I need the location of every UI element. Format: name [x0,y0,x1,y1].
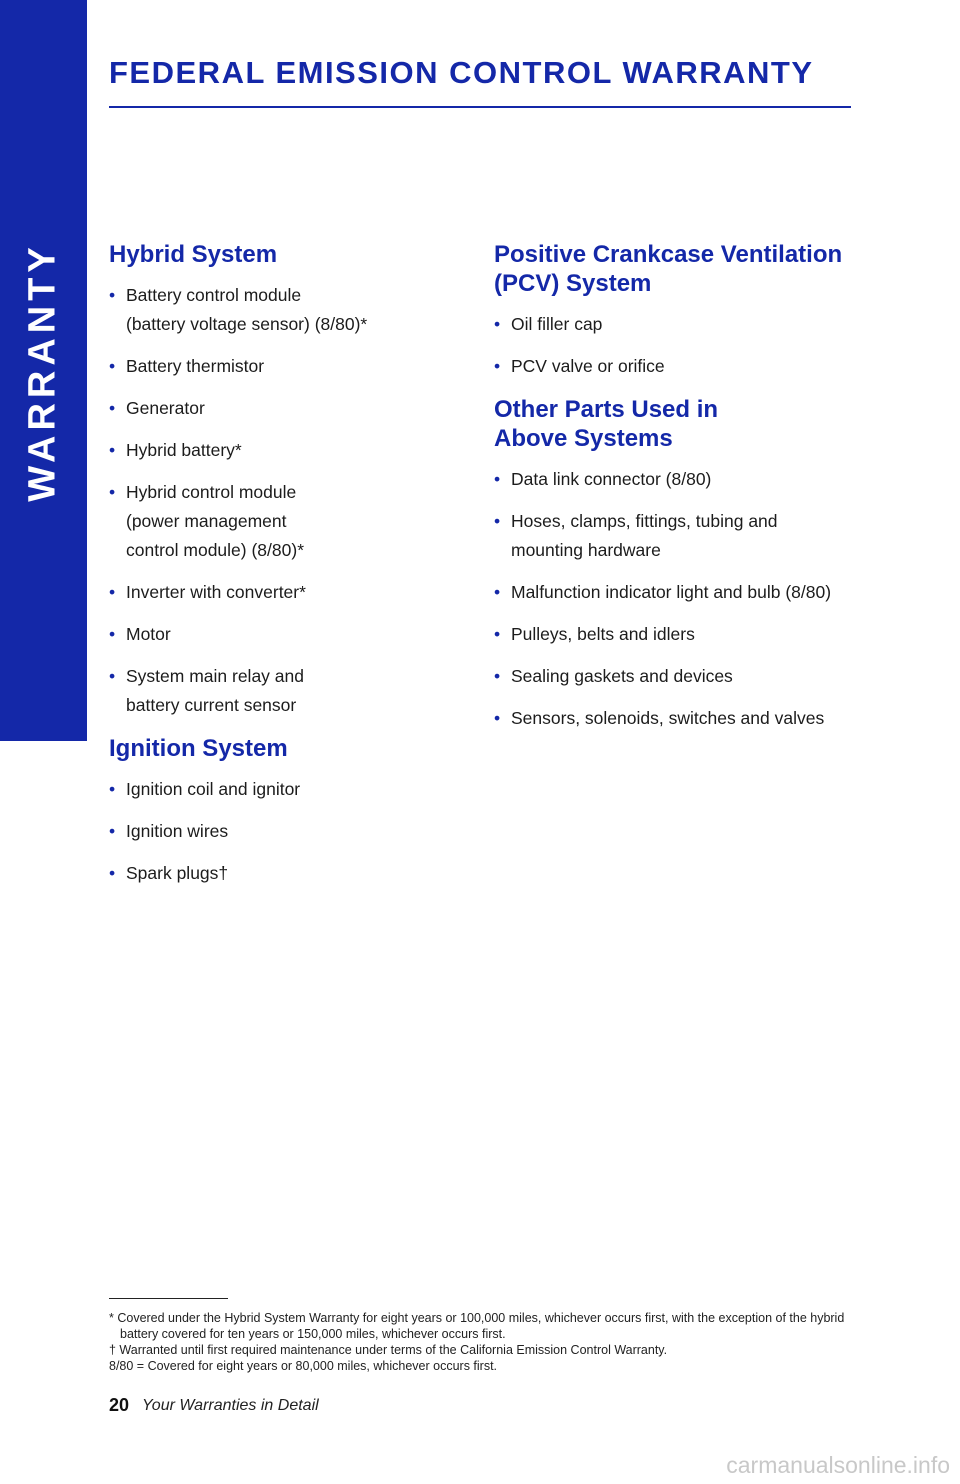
list-item-text: • Battery control module [126,285,302,305]
footnotes [109,1310,869,1374]
list-item-text: • Motor [126,624,171,644]
section-other-parts [494,395,874,733]
list-item-text: • Ignition wires [126,821,229,841]
list-item-text: • PCV valve or orifice [511,356,665,376]
list-item-text: • Ignition coil and ignitor [126,779,301,799]
bullet-list [494,465,874,733]
list-item-text: • System main relay and [126,666,304,686]
list-item-text: • Data link connector (8/80) [511,469,712,489]
list-item [109,352,469,381]
list-item [494,578,874,607]
bullet-list [109,775,469,888]
bullet-list [494,310,874,381]
list-item-text: • Oil filler cap [511,314,603,334]
list-item-text: • Hybrid battery* [126,440,242,460]
list-item-text: (power management [126,511,287,531]
left-column [109,240,469,902]
section-heading [494,240,874,298]
list-item-text: • Generator [126,398,205,418]
list-item-text: • Battery thermistor [126,356,265,376]
list-item-text: (battery voltage sensor) (8/80)* [126,314,368,334]
list-item [109,775,469,804]
list-item [494,620,874,649]
watermark: carmanualsonline.info [726,1452,950,1478]
list-item-text: control module) (8/80)* [126,540,304,560]
section-heading: Ignition System [109,735,288,762]
section-heading: Hybrid System [109,241,278,268]
side-tab-label: WARRANTY [21,242,64,502]
list-item [109,478,469,565]
list-item [494,465,874,494]
list-item-text: • Sealing gaskets and devices [511,666,733,686]
section-ignition-system [109,734,469,888]
list-item [109,817,469,846]
section-heading-line: Positive Crankcase Ventilation [494,241,843,268]
list-item [109,578,469,607]
footnote: * Covered under the Hybrid System Warranty for eight years or 100,000 miles, whichever occurs first, with the exception of the hybrid battery covered for ten years or 150,000 miles, whichever occurs first. [109,1311,845,1341]
list-item [494,352,874,381]
list-item [109,394,469,423]
footnote: 8/80 = Covered for eight years or 80,000 miles, whichever occurs first. [109,1359,498,1373]
list-item [494,662,874,691]
section-heading [494,395,874,453]
list-item-text: • Pulleys, belts and idlers [511,624,695,644]
list-item [494,704,874,733]
right-column [494,240,874,747]
section-heading-line: Other Parts Used in [494,396,719,423]
footnote: † Warranted until first required maintenance under terms of the California Emission Control Warranty. [109,1343,668,1357]
section-heading-line: (PCV) System [494,270,652,297]
list-item [109,662,469,720]
list-item-text: • Spark plugs† [126,863,229,883]
side-tab [0,0,87,741]
footnote-divider [109,1298,228,1299]
list-item [109,620,469,649]
list-item [109,281,469,339]
list-item [494,310,874,339]
list-item [109,436,469,465]
bullet-list [109,281,469,720]
running-footer: Your Warranties in Detail [142,1397,319,1414]
section-pcv-system [494,240,874,381]
title-divider [109,106,851,108]
list-item-text: • Malfunction indicator light and bulb (8/80) [511,582,832,602]
list-item-text: • Hoses, clamps, fittings, tubing and [511,511,778,531]
list-item-text: • Inverter with converter* [126,582,306,602]
section-hybrid-system [109,240,469,720]
list-item-text: mounting hardware [511,540,661,560]
page-title: FEDERAL EMISSION CONTROL WARRANTY [109,55,814,90]
list-item-text: • Sensors, solenoids, switches and valves [511,708,825,728]
section-heading-line: Above Systems [494,425,673,452]
list-item [109,859,469,888]
list-item [494,507,874,565]
list-item-text: • Hybrid control module [126,482,297,502]
list-item-text: battery current sensor [126,695,297,715]
page-number: 20 [109,1395,130,1415]
